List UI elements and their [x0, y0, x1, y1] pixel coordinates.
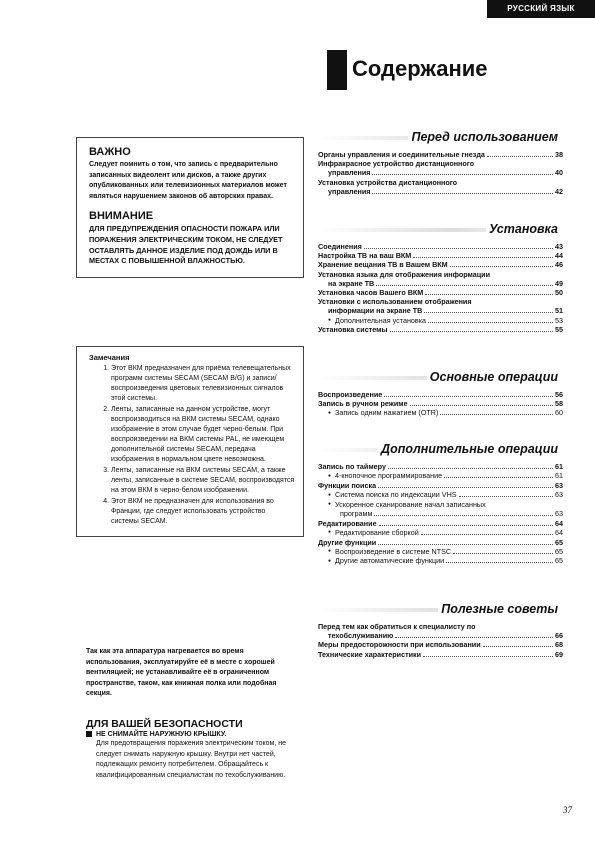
- toc-entry[interactable]: Запись по таймеру 61: [318, 462, 563, 471]
- safety-section: [86, 718, 296, 781]
- toc-entry[interactable]: Установки с использованием отображения: [318, 297, 472, 307]
- toc-entry[interactable]: управления 42: [328, 186, 563, 196]
- toc-entry[interactable]: Установка устройства дистанционного: [318, 177, 458, 187]
- note-item: 1. Этот ВКМ предназначен для приёма телевещательных программ системы SECAM (SECAM B/G) и записи/воспроизведения цветовых телевизионных сигналов этой системы.: [111, 364, 295, 404]
- toc-section-additional-operations: [318, 442, 563, 566]
- toc-entry[interactable]: информации на экране ТВ 51: [328, 306, 563, 316]
- notes-box: [76, 346, 304, 537]
- toc-subentry[interactable]: ● Другие автоматические функции 65: [318, 556, 563, 566]
- notes-title: Замечания: [89, 353, 130, 362]
- square-bullet-icon: [86, 731, 92, 737]
- toc-entry[interactable]: Меры предосторожности при использовании 68: [318, 640, 563, 650]
- toc-entry[interactable]: Технические характеристики 69: [318, 649, 563, 659]
- toc-entry[interactable]: Редактирование 64: [318, 518, 563, 528]
- heat-warning-text: Так как эта аппаратура нагревается во время использования, эксплуатируйте её в месте с хорошей вентиляцией; не устанавливайте её в ограниченном пространстве, таком, как книжная полка или подобная секция.: [86, 648, 277, 697]
- toc-entry[interactable]: Запись в ручном режиме 58: [318, 399, 563, 409]
- toc-section-heading: Полезные советы: [318, 602, 563, 616]
- toc-entry[interactable]: Установка системы 55: [318, 325, 563, 335]
- toc-section-heading: Основные операции: [318, 370, 563, 384]
- safety-heading: ДЛЯ ВАШЕЙ БЕЗОПАСНОСТИ: [86, 718, 243, 730]
- toc-entry[interactable]: Установка языка для отображения информации: [318, 269, 491, 279]
- note-item: 2. Ленты, записанные на данном устройстве, могут воспроизводиться на ВКМ системы SECAM, однако изображение в этом случае будет черно-белым. При воспроизведении на ВКМ системы PAL, не имеющем дополнительной системы SECAM, передача изображения в нормальном цвете невозможна.: [111, 405, 295, 465]
- title-marker: [327, 50, 347, 90]
- toc-section-useful-tips: [318, 602, 563, 659]
- toc-entry[interactable]: на экране ТВ 49: [328, 278, 563, 288]
- toc-subentry[interactable]: ● Воспроизведение в системе NTSC 65: [318, 547, 563, 557]
- toc-subentry[interactable]: ● 4-кнопочное программирование 61: [318, 471, 563, 481]
- toc-section-heading: Дополнительные операции: [318, 442, 563, 456]
- important-text: Следует помнить о том, что запись с предварительно записанных видеолент или дисков, а также других опубликованных или телевизионных материалов может являться нарушением законов об авторских правах.: [89, 161, 287, 200]
- safety-subheading: [86, 731, 296, 738]
- toc-entry[interactable]: техобслуживанию 66: [328, 631, 563, 641]
- toc-subentry[interactable]: ● Запись одним нажатием (OTR) 60: [318, 408, 563, 418]
- language-tab: РУССКИЙ ЯЗЫК: [487, 0, 595, 18]
- toc-entry[interactable]: Функции поиска 63: [318, 480, 563, 490]
- important-heading: ВАЖНО: [89, 146, 131, 158]
- toc-section-before-use: [318, 130, 563, 196]
- toc-entry[interactable]: Перед тем как обратиться к специалисту по: [318, 622, 476, 631]
- toc-subentry[interactable]: ● Ускоренное сканирование начал записанных: [318, 500, 563, 510]
- toc-section-setup: [318, 222, 563, 335]
- toc-subentry[interactable]: ● Дополнительная установка 53: [318, 316, 563, 326]
- notes-list: [89, 364, 295, 527]
- note-item: 4. Этот ВКМ не предназначен для использования во Франции, где следует использовать устройство системы SECAM.: [111, 497, 295, 527]
- warning-text: ДЛЯ ПРЕДУПРЕЖДЕНИЯ ОПАСНОСТИ ПОЖАРА ИЛИ ПОРАЖЕНИЯ ЭЛЕКТРИЧЕСКИМ ТОКОМ, НЕ СЛЕДУЕТ ОСТАВЛЯТЬ ДАННОЕ ИЗДЕЛИЕ ПОД ДОЖДЬ ИЛИ В МЕСТАХ С ПОВЫШЕННОЙ ВЛАЖНОСТЬЮ.: [89, 224, 283, 266]
- toc-entry[interactable]: Настройка ТВ на ваш ВКМ 44: [318, 251, 563, 261]
- toc-section-basic-operations: [318, 370, 563, 418]
- toc-entry[interactable]: Воспроизведение 56: [318, 390, 563, 399]
- toc-section-heading: Перед использованием: [318, 130, 563, 144]
- important-box: [76, 137, 304, 278]
- toc-subentry[interactable]: ● Система поиска по индексации VHS 63: [318, 490, 563, 500]
- safety-subheading-text: НЕ СНИМАЙТЕ НАРУЖНУЮ КРЫШКУ.: [96, 731, 227, 738]
- toc-entry[interactable]: Другие функции 65: [318, 537, 563, 547]
- toc-section-heading: Установка: [318, 222, 563, 236]
- safety-text: Для предотвращения поражения электрическим током, не следует снимать наружную крышку. Внутри нет частей, подлежащих ремонту потребителем. Обращайтесь к квалифицированным специалистам по техобслуживанию.: [96, 740, 286, 779]
- toc-subentry[interactable]: ● Редактирование сборкой 64: [318, 528, 563, 538]
- toc-entry[interactable]: Установка часов Вашего ВКМ 50: [318, 288, 563, 298]
- toc-entry[interactable]: Органы управления и соединительные гнезда 38: [318, 150, 563, 159]
- note-item: 3. Ленты, записанные на ВКМ системы SECAM, а также ленты, записанные в системе SECAM, воспроизводятся на этом ВКМ в черно-белом изображении.: [111, 466, 295, 496]
- page-title: Содержание: [352, 56, 488, 81]
- toc-entry[interactable]: Инфракрасное устройство дистанционного: [318, 159, 475, 169]
- toc-entry[interactable]: управления 40: [328, 168, 563, 178]
- warning-heading: ВНИМАНИЕ: [89, 210, 154, 223]
- toc-subentry[interactable]: программ 63: [340, 509, 563, 519]
- toc-entry[interactable]: Соединения 43: [318, 242, 563, 251]
- toc-entry[interactable]: Хранение вещания ТВ в Вашем ВКМ 46: [318, 260, 563, 270]
- page-number: 37: [563, 805, 572, 815]
